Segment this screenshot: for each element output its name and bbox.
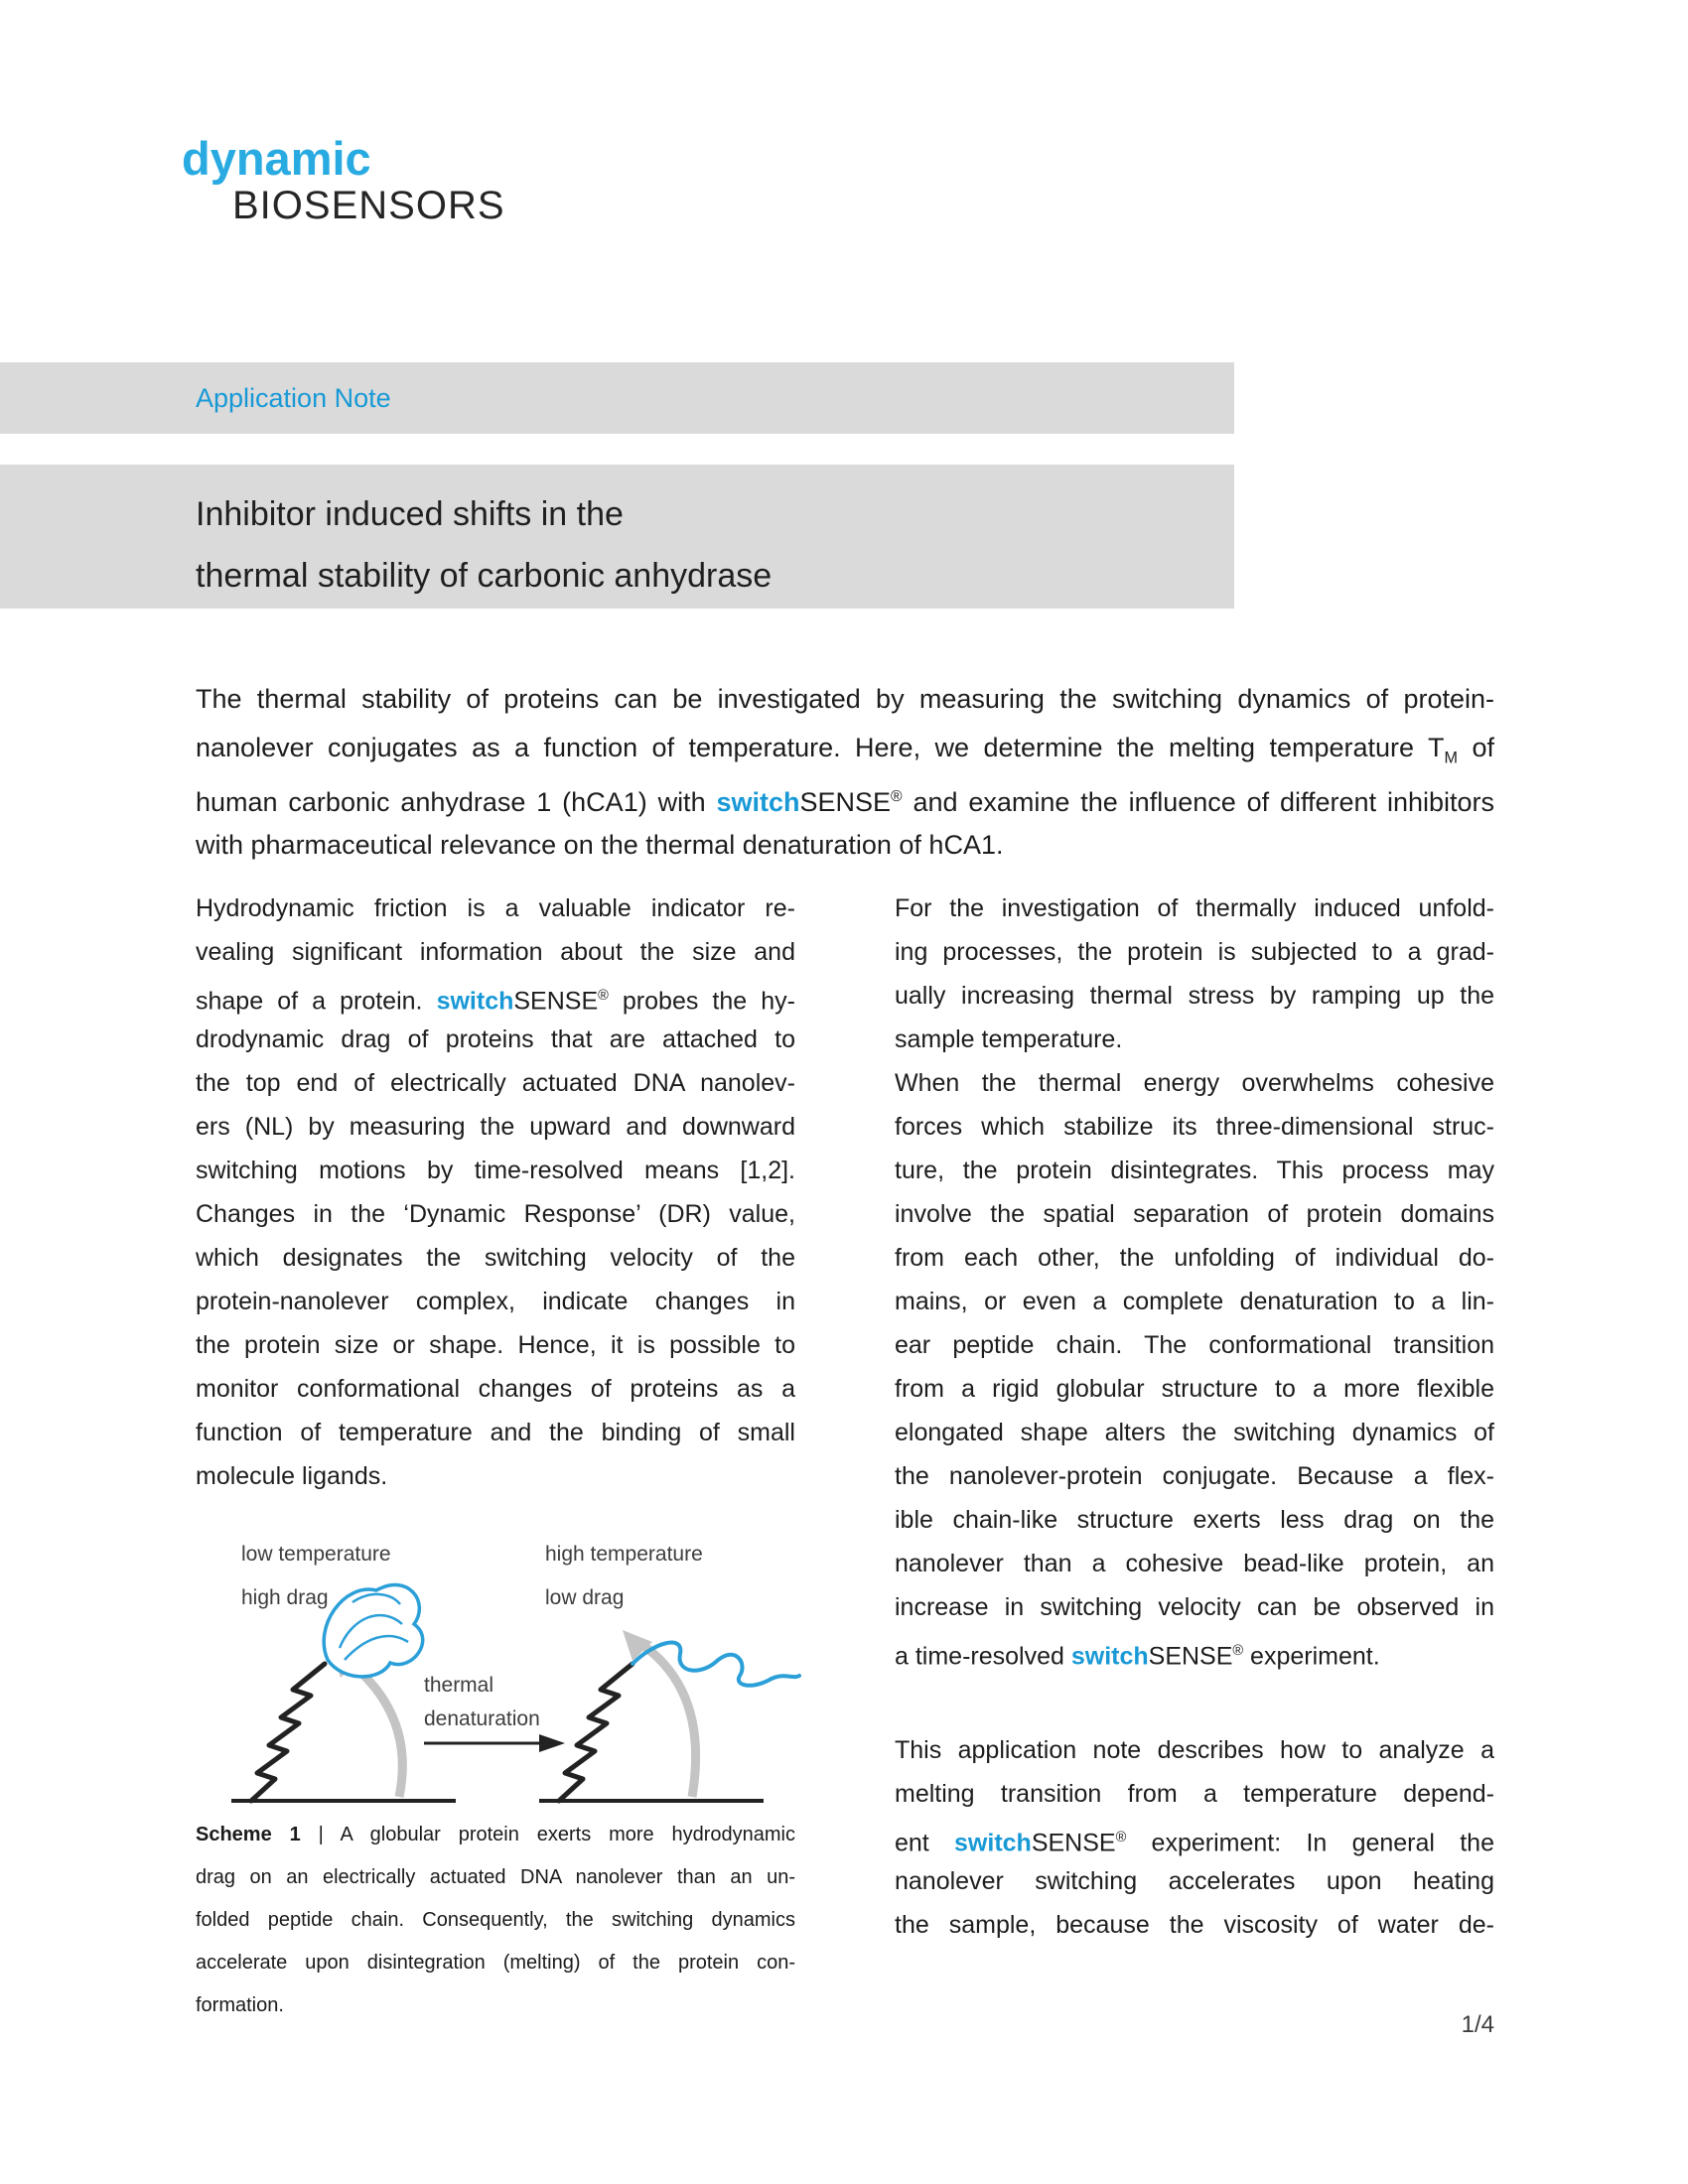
scheme-illustration — [196, 1531, 804, 1814]
label-high-temperature: high temperature — [545, 1543, 703, 1566]
page-number: 1/4 — [1461, 2011, 1494, 2038]
unfolded-peptide-chain — [633, 1643, 799, 1686]
right-column — [895, 887, 1494, 1947]
dna-nanolever-helix — [559, 1664, 633, 1801]
label-thermal: thermal — [424, 1674, 494, 1697]
label-low-drag: low drag — [545, 1586, 625, 1609]
label-low-temperature: low temperature — [241, 1543, 391, 1566]
application-note-label: Application Note — [196, 383, 391, 413]
switching-arc-arrow — [347, 1660, 402, 1797]
dna-nanolever-helix — [251, 1664, 325, 1801]
scheme-caption: Scheme 1 | A globular protein exerts more hydrodynamic drag on an electrically actuated DNA nanolever than an un- folded peptide chain. Consequently, the switching dynamics accelerate upon disintegration (melting) of the protein con- formation. — [196, 1824, 795, 2016]
body-paragraph: Hydrodynamic friction is a valuable indicator re- vealing significant information about the size and shape of a protein. switchSENSE® probes the hy- drodynamic drag of proteins that are attached to the top end of electrically actuated DNA nanolev- ers (NL) by measuring the upward and downward switching motions by time-resolved means [1,2]. Changes in the ‘Dynamic Response’ (DR) value, which designates the switching velocity of the protein-nanolever complex, indicate changes in the protein size or shape. Hence, it is possible to monitor conformational changes of proteins as a function of temperature and the binding of small molecule ligands. — [196, 894, 795, 1490]
logo-wordmark-biosensors: BIOSENSORS — [232, 184, 505, 227]
body-paragraph: For the investigation of thermally induced unfold- ing processes, the protein is subjected to a grad- ually increasing thermal stress by ramping up the sample temperature. — [895, 894, 1494, 1053]
logo-wordmark-dynamic: dynamic — [182, 132, 371, 185]
body-paragraph: This application note describes how to analyze a melting transition from a temperature depend- ent switchSENSE® experiment: In general the nanolever switching accelerates upon heating the sample, because the viscosity of water de- — [895, 1736, 1494, 1939]
thermal-denaturation-arrow-icon — [424, 1734, 565, 1752]
page-title — [0, 465, 1234, 607]
page-title-line1: Inhibitor induced shifts in the — [196, 495, 624, 533]
globular-protein-icon — [324, 1584, 423, 1676]
body-paragraph: When the thermal energy overwhelms cohesive forces which stabilize its three-dimensional struc- ture, the protein disintegrates. This process may involve the spatial separation of protein domains from each other, the unfolding of individual do- mains, or even a complete denaturation to a lin- ear peptide chain. The conformational transition from a rigid globular structure to a more flexible elongated shape alters the switching dynamics of the nanolever-protein conjugate. Because a flex- ible chain-like structure exerts less drag on the nanolever than a cohesive bead-like protein, an increase in switching velocity can be observed in a time-resolved switchSENSE® experiment. — [895, 1069, 1494, 1671]
switching-arc-arrow — [638, 1642, 696, 1797]
label-high-drag: high drag — [241, 1586, 329, 1609]
company-logo — [182, 132, 505, 227]
intro-paragraph: The thermal stability of proteins can be investigated by measuring the switching dynamics of protein- nanolever conjugates as a function of temperature. Here, we determine the melting temperature $T_M$ of human carbonic anhydrase 1 (hCA1) with switchSENSE® and examine the influence of different inhibitors with pharmaceutical relevance on the thermal denaturation of hCA1. — [196, 684, 1494, 860]
folded-protein-nanolever-icon — [231, 1584, 456, 1801]
label-denaturation: denaturation — [424, 1707, 540, 1730]
application-note-banner — [0, 362, 1234, 434]
scheme-figure — [196, 1531, 795, 1814]
unfolded-peptide-nanolever-icon — [539, 1630, 799, 1801]
left-column — [196, 887, 795, 2027]
page-title-line2: thermal stability of carbonic anhydrase — [196, 557, 773, 595]
title-banner — [0, 465, 1234, 609]
